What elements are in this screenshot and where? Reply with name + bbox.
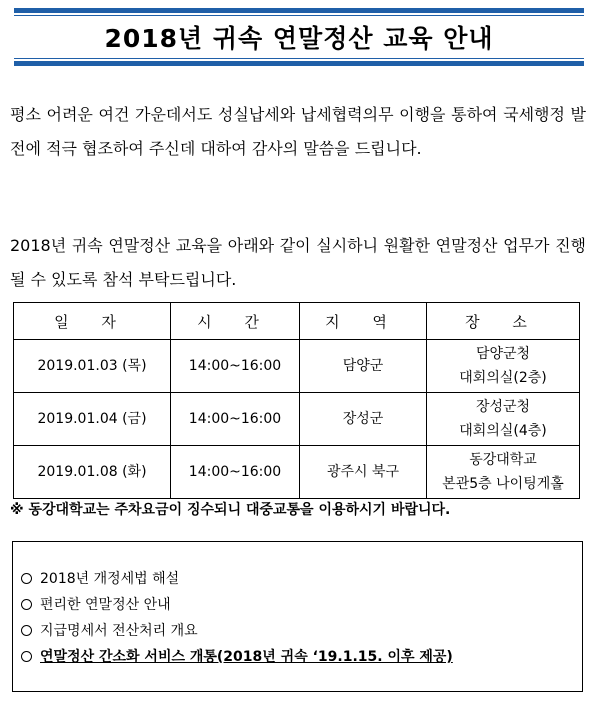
table-row <box>14 446 580 499</box>
topics-box <box>12 541 583 692</box>
title-banner <box>14 8 584 66</box>
cell-area: 광주시 북구 <box>300 446 427 499</box>
header-place: 장 소 <box>427 303 580 340</box>
cell-time: 14:00~16:00 <box>171 393 300 446</box>
cell-area: 장성군 <box>300 393 427 446</box>
place-building: 장성군청 <box>475 399 531 415</box>
greeting-paragraph: 평소 어려운 여건 가운데서도 성실납세와 납세협력의무 이행을 통하여 국세행정 발전에 적극 협조하여 주신데 대하여 감사의 말씀을 드립니다. <box>10 105 586 158</box>
place-room: 대회의실(2층) <box>459 370 547 386</box>
cell-time: 14:00~16:00 <box>171 446 300 499</box>
schedule-header-row <box>14 303 580 340</box>
cell-place <box>427 340 580 393</box>
cell-date: 2019.01.04 (금) <box>14 393 171 446</box>
place-room: 대회의실(4층) <box>459 423 547 439</box>
cell-area: 담양군 <box>300 340 427 393</box>
table-row <box>14 393 580 446</box>
cell-time: 14:00~16:00 <box>171 340 300 393</box>
title-rule-top <box>14 15 584 16</box>
page-title: 2018년 귀속 연말정산 교육 안내 <box>104 24 494 53</box>
topic-text: 2018년 개정세법 해설 <box>40 571 180 587</box>
cell-date: 2019.01.08 (화) <box>14 446 171 499</box>
topic-text: 연말정산 간소화 서비스 개통(2018년 귀속 ‘19.1.15. 이후 제공) <box>40 649 453 665</box>
list-item <box>21 592 582 618</box>
header-date: 일 자 <box>14 303 171 340</box>
place-building: 담양군청 <box>475 346 531 362</box>
topic-text: 편리한 연말정산 안내 <box>40 597 171 613</box>
circle-bullet-icon <box>21 651 32 662</box>
circle-bullet-icon <box>21 599 32 610</box>
request-paragraph: 2018년 귀속 연말정산 교육을 아래와 같이 실시하니 원활한 연말정산 업무가 진행될 수 있도록 참석 부탁드립니다. <box>10 236 586 289</box>
list-item <box>21 644 582 670</box>
schedule-table <box>13 302 580 499</box>
place-building: 동강대학교 <box>469 452 537 468</box>
place-room: 본관5층 나이팅게홀 <box>442 476 564 492</box>
list-item <box>21 618 582 644</box>
title-rule-bottom <box>14 58 584 59</box>
parking-note: ※ 동강대학교는 주차요금이 징수되니 대중교통을 이용하시기 바랍니다. <box>10 502 451 518</box>
cell-date: 2019.01.03 (목) <box>14 340 171 393</box>
topic-text: 지급명세서 전산처리 개요 <box>40 623 198 639</box>
header-area: 지 역 <box>300 303 427 340</box>
cell-place <box>427 393 580 446</box>
table-row <box>14 340 580 393</box>
list-item <box>21 566 582 592</box>
circle-bullet-icon <box>21 625 32 636</box>
cell-place <box>427 446 580 499</box>
header-time: 시 간 <box>171 303 300 340</box>
circle-bullet-icon <box>21 573 32 584</box>
